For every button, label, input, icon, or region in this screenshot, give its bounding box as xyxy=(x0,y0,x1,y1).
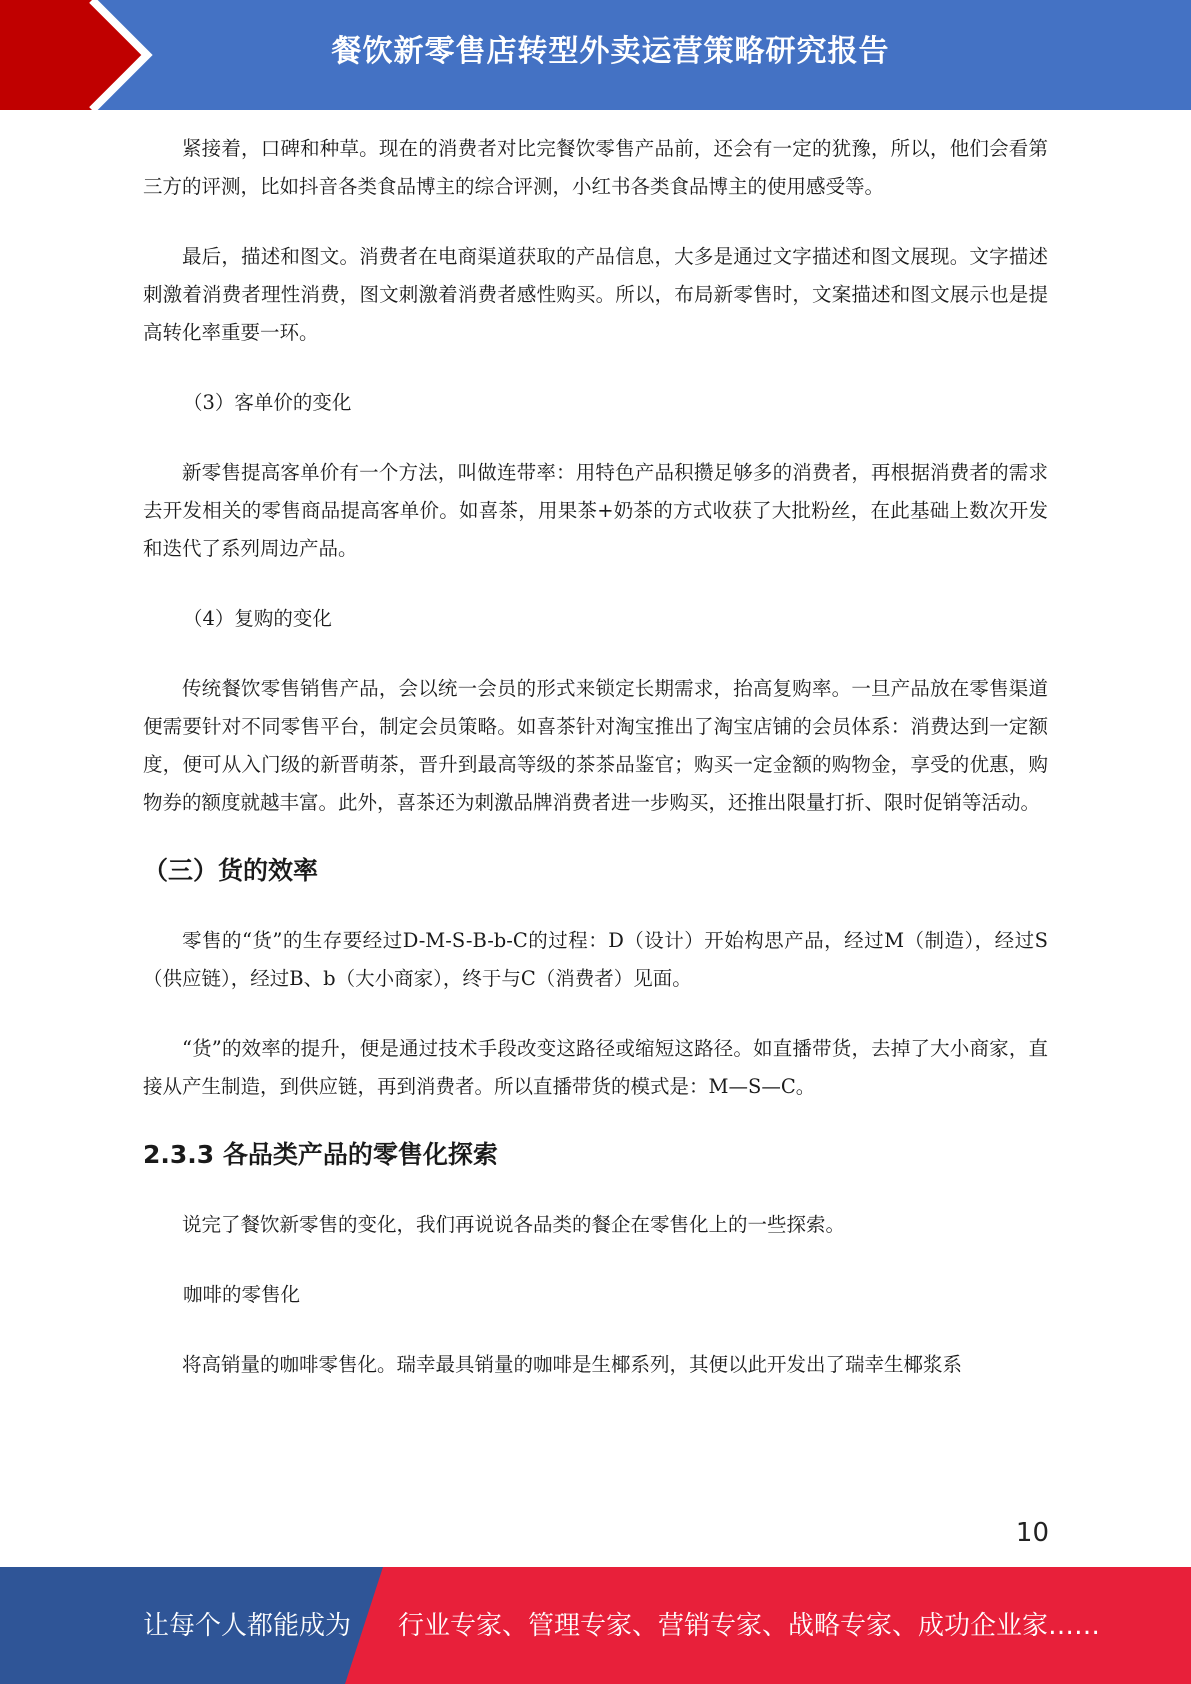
subheading: 咖啡的零售化 xyxy=(183,1283,301,1306)
page-body xyxy=(143,130,1048,1384)
page-number: 10 xyxy=(1015,1518,1049,1548)
subheading: （3）客单价的变化 xyxy=(183,391,352,414)
paragraph: 说完了餐饮新零售的变化，我们再说说各品类的餐企在零售化上的一些探索。 xyxy=(182,1213,846,1236)
section-heading: （三）货的效率 xyxy=(143,856,319,885)
report-title: 餐饮新零售店转型外卖运营策略研究报告 xyxy=(331,34,890,69)
footer-slogan-left: 让每个人都能成为 xyxy=(143,1611,352,1641)
page-footer xyxy=(0,1567,1191,1684)
paragraph: 新零售提高客单价有一个方法，叫做连带率：用特色产品积攒足够多的消费者，再根据消费者的需求去开发相关的零售商品提高客单价。如喜茶，用果茶+奶茶的方式收获了大批粉丝，在此基础上数次开发和迭代了系列周边产品。 xyxy=(143,461,1048,560)
subheading: （4）复购的变化 xyxy=(183,607,332,630)
paragraph: 将高销量的咖啡零售化。瑞幸最具销量的咖啡是生椰系列，其便以此开发出了瑞幸生椰浆系 xyxy=(182,1353,963,1376)
paragraph: “货”的效率的提升，便是通过技术手段改变这路径或缩短这路径。如直播带货，去掉了大小商家，直接从产生制造，到供应链，再到消费者。所以直播带货的模式是：M—S—C。 xyxy=(143,1037,1048,1098)
paragraph: 紧接着，口碑和种草。现在的消费者对比完餐饮零售产品前，还会有一定的犹豫，所以，他们会看第三方的评测，比如抖音各类食品博主的综合评测，小红书各类食品博主的使用感受等。 xyxy=(143,137,1048,198)
paragraph: 最后，描述和图文。消费者在电商渠道获取的产品信息，大多是通过文字描述和图文展现。文字描述刺激着消费者理性消费，图文刺激着消费者感性购买。所以，布局新零售时，文案描述和图文展示也是提高转化率重要一环。 xyxy=(143,245,1048,344)
paragraph: 传统餐饮零售销售产品，会以统一会员的形式来锁定长期需求，抬高复购率。一旦产品放在零售渠道便需要针对不同零售平台，制定会员策略。如喜茶针对淘宝推出了淘宝店铺的会员体系：消费达到一定额度，便可从入门级的新晋萌茶，晋升到最高等级的茶茶品鉴官；购买一定金额的购物金，享受的优惠，购物券的额度就越丰富。此外，喜茶还为刺激品牌消费者进一步购买，还推出限量打折、限时促销等活动。 xyxy=(143,677,1048,814)
footer-slogan-right: 行业专家、管理专家、营销专家、战略专家、成功企业家…… xyxy=(398,1611,1101,1641)
section-heading: 2.3.3 各品类产品的零售化探索 xyxy=(143,1140,498,1169)
paragraph: 零售的“货”的生存要经过D-M-S-B-b-C的过程：D（设计）开始构思产品，经过M（制造），经过S（供应链），经过B、b（大小商家），终于与C（消费者）见面。 xyxy=(143,929,1048,990)
page-header xyxy=(0,0,1191,110)
